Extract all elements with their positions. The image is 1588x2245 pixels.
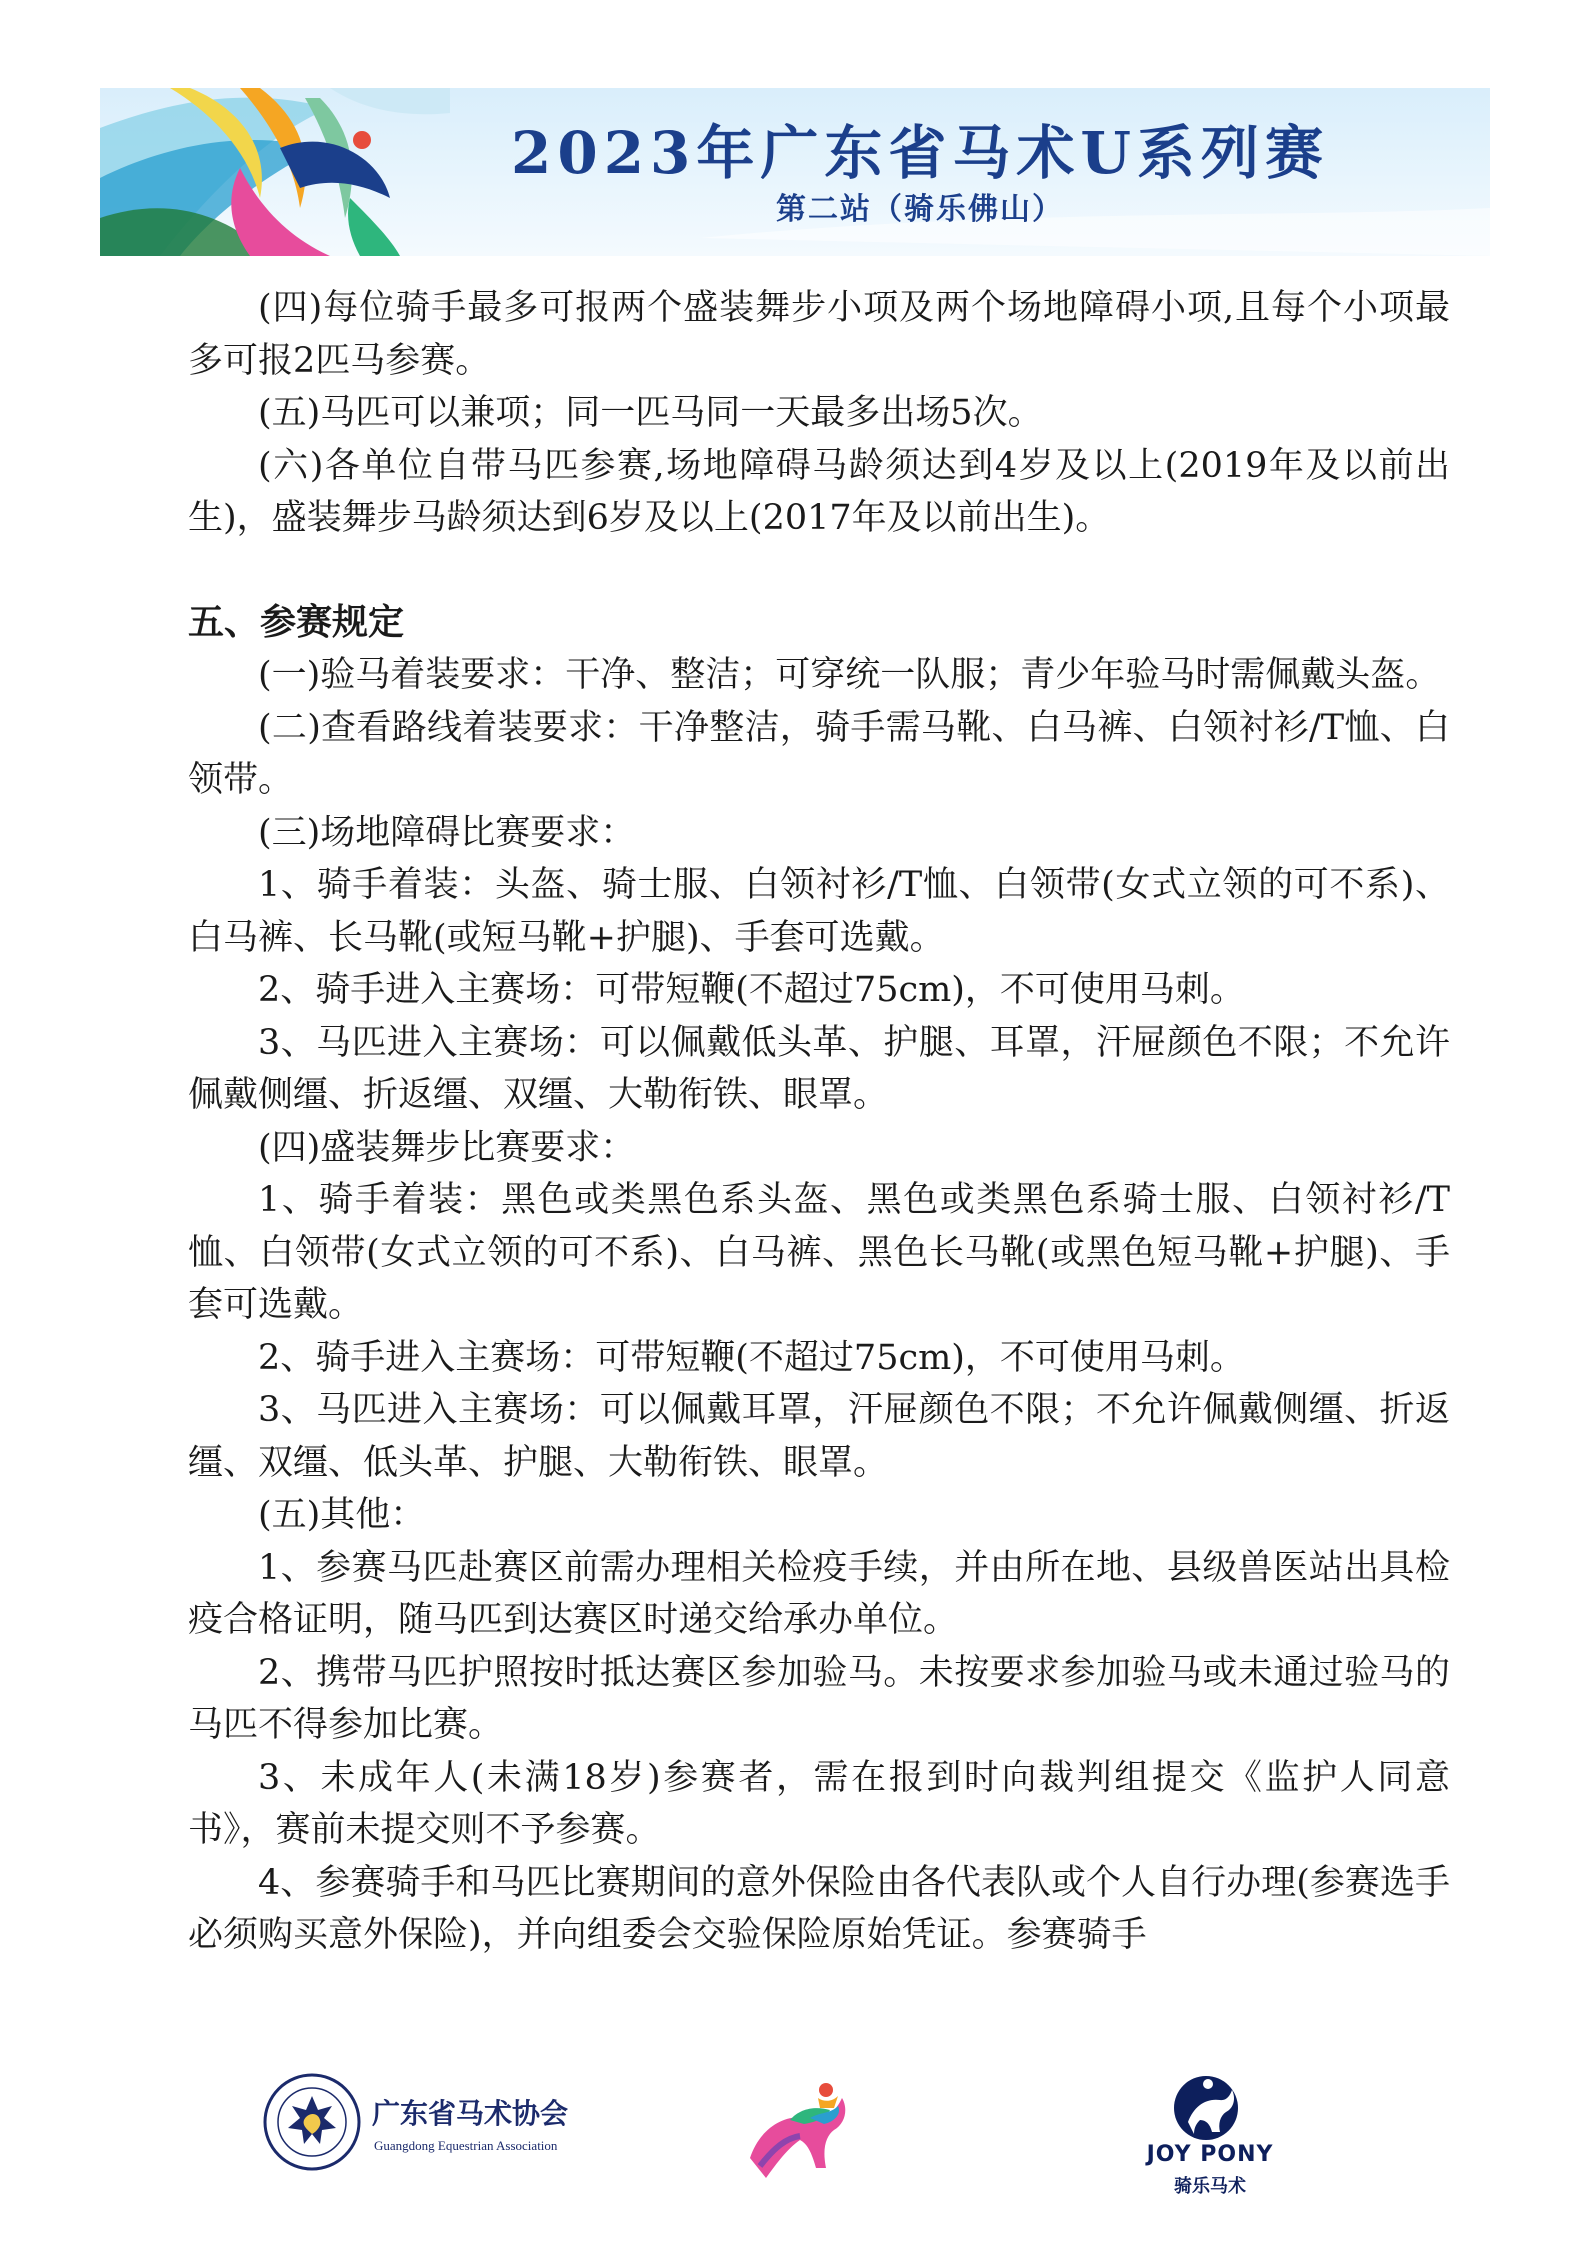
paragraph: 1、骑手着装：头盔、骑士服、白领衬衫/T恤、白领带(女式立领的可不系)、白马裤、长马靴(或短马靴+护腿)、手套可选戴。	[188, 865, 1450, 958]
paragraph: (二)查看路线着装要求：干净整洁，骑手需马靴、白马裤、白领衬衫/T恤、白领带。	[188, 707, 1450, 800]
paragraph: 4、参赛骑手和马匹比赛期间的意外保险由各代表队或个人自行办理(参赛选手必须购买意外保险)，并向组委会交验保险原始凭证。参赛骑手	[188, 1862, 1450, 1955]
document-body	[188, 282, 1450, 1962]
gd-association-name: 广东省马术协会	[372, 2097, 569, 2130]
paragraph: 3、马匹进入主赛场：可以佩戴低头革、护腿、耳罩，汗屉颜色不限；不允许佩戴侧缰、折返缰、双缰、大勒衔铁、眼罩。	[188, 1022, 1450, 1115]
page-subtitle: 第二站（骑乐佛山）	[776, 192, 1064, 227]
paragraph: 1、参赛马匹赴赛区前需办理相关检疫手续，并由所在地、县级兽医站出具检疫合格证明，随马匹到达赛区时递交给承办单位。	[188, 1547, 1450, 1640]
paragraph: 2、骑手进入主赛场：可带短鞭(不超过75cm)，不可使用马刺。	[258, 1337, 1245, 1378]
joy-pony-logo-icon	[1164, 2070, 1248, 2142]
paragraph: (四)盛装舞步比赛要求：	[258, 1127, 636, 1168]
joy-pony-chinese-name: 骑乐马术	[1174, 2176, 1246, 2197]
paragraph: (五)马匹可以兼项；同一匹马同一天最多出场5次。	[258, 393, 1043, 433]
joy-pony-name: JOY PONY	[1146, 2142, 1274, 2167]
paragraph: 2、携带马匹护照按时抵达赛区参加验马。未按要求参加验马或未通过验马的马匹不得参加比赛。	[188, 1652, 1450, 1745]
paragraph: (三)场地障碍比赛要求：	[258, 812, 636, 853]
paragraph: (六)各单位自带马匹参赛,场地障碍马龄须达到4岁及以上(2019年及以前出生)，盛装舞步马龄须达到6岁及以上(2017年及以前出生)。	[188, 445, 1450, 538]
gd-association-english-name: Guangdong Equestrian Association	[374, 2138, 558, 2153]
paragraph: (一)验马着装要求：干净、整洁；可穿统一队服；青少年验马时需佩戴头盔。	[258, 655, 1441, 695]
jumping-horse-logo-icon	[730, 2068, 870, 2188]
gd-association-seal-icon	[262, 2072, 362, 2172]
header-banner	[100, 88, 1490, 256]
paragraph: 2、骑手进入主赛场：可带短鞭(不超过75cm)，不可使用马刺。	[258, 970, 1245, 1010]
paragraph: 1、骑手着装：黑色或类黑色系头盔、黑色或类黑色系骑士服、白领衬衫/T恤、白领带(女式立领的可不系)、白马裤、黑色长马靴(或黑色短马靴+护腿)、手套可选戴。	[188, 1180, 1450, 1325]
paragraph: (五)其他：	[258, 1495, 426, 1535]
paragraph: (四)每位骑手最多可报两个盛装舞步小项及两个场地障碍小项,且每个小项最多可报2匹马参赛。	[188, 288, 1450, 381]
paragraph: 3、未成年人(未满18岁)参赛者，需在报到时向裁判组提交《监护人同意书》，赛前未提交则不予参赛。	[188, 1757, 1450, 1850]
footer-logos	[0, 2050, 1588, 2200]
paragraph: 3、马匹进入主赛场：可以佩戴耳罩，汗屉颜色不限；不允许佩戴侧缰、折返缰、双缰、低头革、护腿、大勒衔铁、眼罩。	[188, 1390, 1450, 1483]
section-heading: 五、参赛规定	[188, 601, 405, 643]
page-title: 2023年广东省马术U系列赛	[510, 119, 1329, 187]
